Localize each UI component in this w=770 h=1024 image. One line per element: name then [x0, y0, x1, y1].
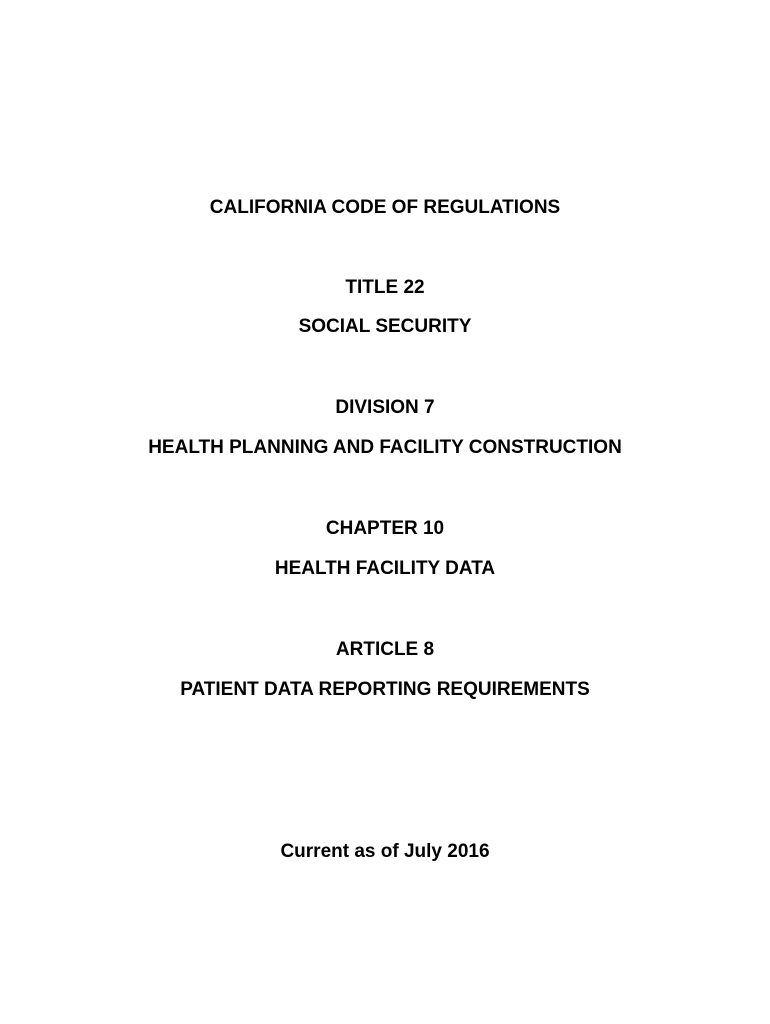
chapter-name: HEALTH FACILITY DATA	[274, 558, 496, 579]
article-name: PATIENT DATA REPORTING REQUIREMENTS	[180, 679, 590, 700]
article-number: ARTICLE 8	[335, 639, 435, 660]
code-heading: CALIFORNIA CODE OF REGULATIONS	[209, 197, 561, 218]
chapter-number: CHAPTER 10	[325, 518, 445, 539]
title-number: TITLE 22	[345, 277, 425, 298]
division-number: DIVISION 7	[335, 397, 435, 418]
currency-note: Current as of July 2016	[280, 841, 490, 862]
title-name: SOCIAL SECURITY	[298, 316, 472, 337]
division-name: HEALTH PLANNING AND FACILITY CONSTRUCTION	[148, 437, 622, 458]
